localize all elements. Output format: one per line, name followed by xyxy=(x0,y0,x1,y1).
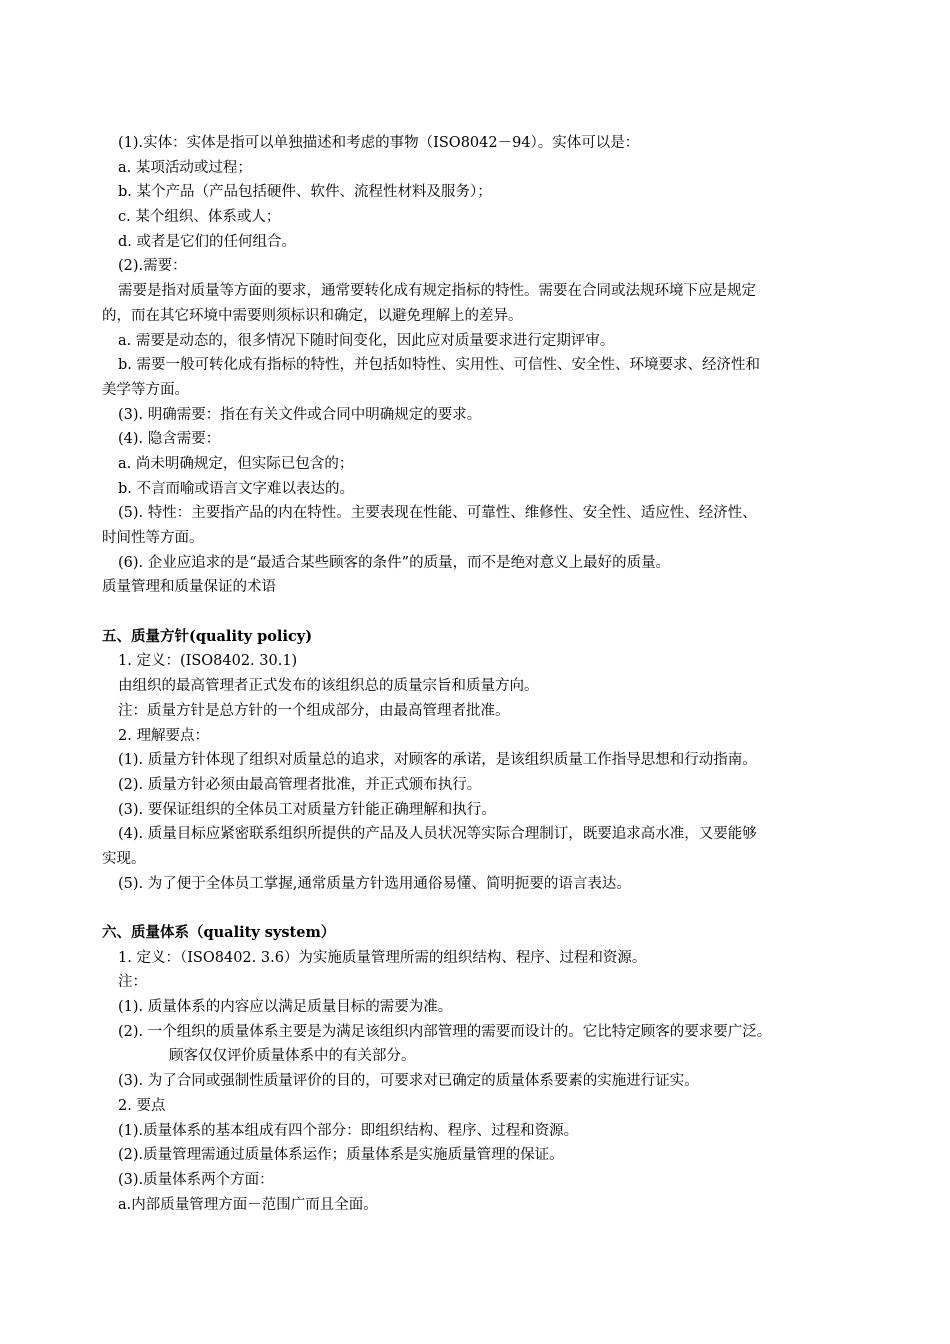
text-line: (1).实体：实体是指可以单独描述和考虑的事物（ISO8042－94）。实体可以是： xyxy=(118,135,640,151)
text-line: (4). 质量目标应紧密联系组织所提供的产品及人员状况等实际合理制订，既要追求高水准，又要能够 xyxy=(118,826,757,843)
text-line: (5). 特性：主要指产品的内在特性。主要表现在性能、可靠性、维修性、安全性、适应性、经济性、 xyxy=(118,505,757,522)
blank-line xyxy=(102,896,877,921)
text-line: d. 或者是它们的任何组合。 xyxy=(118,233,296,250)
text-line: 质量管理和质量保证的术语 xyxy=(102,579,276,596)
text-line: (1).质量体系的基本组成有四个部分：即组织结构、程序、过程和资源。 xyxy=(118,1122,579,1139)
text-line: (3). 明确需要：指在有关文件或合同中明确规定的要求。 xyxy=(118,406,482,423)
text-line: (1). 质量体系的内容应以满足质量目标的需要为准。 xyxy=(118,999,453,1016)
section-heading: 五、质量方针(quality policy) xyxy=(102,627,313,645)
text-line: (6). 企业应追求的是“最适合某些顾客的条件”的质量，而不是绝对意义上最好的质量。 xyxy=(118,554,671,571)
text-line: 顾客仅仅评价质量体系中的有关部分。 xyxy=(169,1048,416,1065)
text-line: 2. 理解要点： xyxy=(118,727,209,744)
text-line: (3). 为了合同或强制性质量评价的目的，可要求对已确定的质量体系要素的实施进行证实。 xyxy=(118,1073,699,1090)
text-line: 1. 定义：(ISO8402. 30.1) xyxy=(118,653,298,670)
text-line: 注：质量方针是总方针的一个组成部分，由最高管理者批准。 xyxy=(118,702,510,719)
text-line: 实现。 xyxy=(102,850,146,867)
blank-line xyxy=(102,600,877,625)
text-line: a. 需要是动态的，很多情况下随时间变化，因此应对质量要求进行定期评审。 xyxy=(118,332,615,349)
text-line: (3).质量体系两个方面： xyxy=(118,1171,274,1188)
text-line: 需要是指对质量等方面的要求，通常要转化成有规定指标的特性。需要在合同或法规环境下应是规定 xyxy=(118,283,756,300)
text-line: a. 尚未明确规定，但实际已包含的； xyxy=(118,455,354,472)
text-line: (5). 为了便于全体员工掌握,通常质量方针选用通俗易懂、简明扼要的语言表达。 xyxy=(118,875,631,892)
text-line: 1. 定义：（ISO8402. 3.6）为实施质量管理所需的组织结构、程序、过程和资源。 xyxy=(118,949,647,966)
text-line: 由组织的最高管理者正式发布的该组织总的质量宗旨和质量方向。 xyxy=(118,678,539,695)
text-line: b. 某个产品（产品包括硬件、软件、流程性材料及服务）； xyxy=(118,184,492,201)
text-line: 美学等方面。 xyxy=(102,381,189,398)
text-line: (3). 要保证组织的全体员工对质量方针能正确理解和执行。 xyxy=(118,801,496,818)
text-line: a.内部质量管理方面－范围广而且全面。 xyxy=(118,1196,378,1213)
text-line: 的，而在其它环境中需要则须标识和确定，以避免理解上的差异。 xyxy=(102,307,523,324)
text-line: (2).需要： xyxy=(118,258,187,275)
text-line: 注： xyxy=(118,974,147,991)
text-line: (2).质量管理需通过质量体系运作；质量体系是实施质量管理的保证。 xyxy=(118,1147,564,1164)
text-line: (2). 质量方针必须由最高管理者批准，并正式颁布执行。 xyxy=(118,776,482,793)
text-line: c. 某个组织、体系或人； xyxy=(118,209,281,226)
text-line: b. 不言而喻或语言文字难以表达的。 xyxy=(118,480,354,497)
text-line: 时间性等方面。 xyxy=(102,530,204,546)
text-line: (1). 质量方针体现了组织对质量总的追求，对顾客的承诺，是该组织质量工作指导思想和行动指南。 xyxy=(118,752,757,769)
text-line: 2. 要点 xyxy=(118,1097,166,1114)
text-line: (2). 一个组织的质量体系主要是为满足该组织内部管理的需要而设计的。它比特定顾客的要求要广泛。 xyxy=(118,1023,772,1040)
text-line: a. 某项活动或过程； xyxy=(118,159,252,176)
document-body xyxy=(102,131,877,1217)
section-heading: 六、质量体系（quality system） xyxy=(102,924,336,941)
text-line: (4). 隐含需要： xyxy=(118,431,221,448)
text-line: b. 需要一般可转化成有指标的特性，并包括如特性、实用性、可信性、安全性、环境要求、经济性和 xyxy=(118,357,760,374)
